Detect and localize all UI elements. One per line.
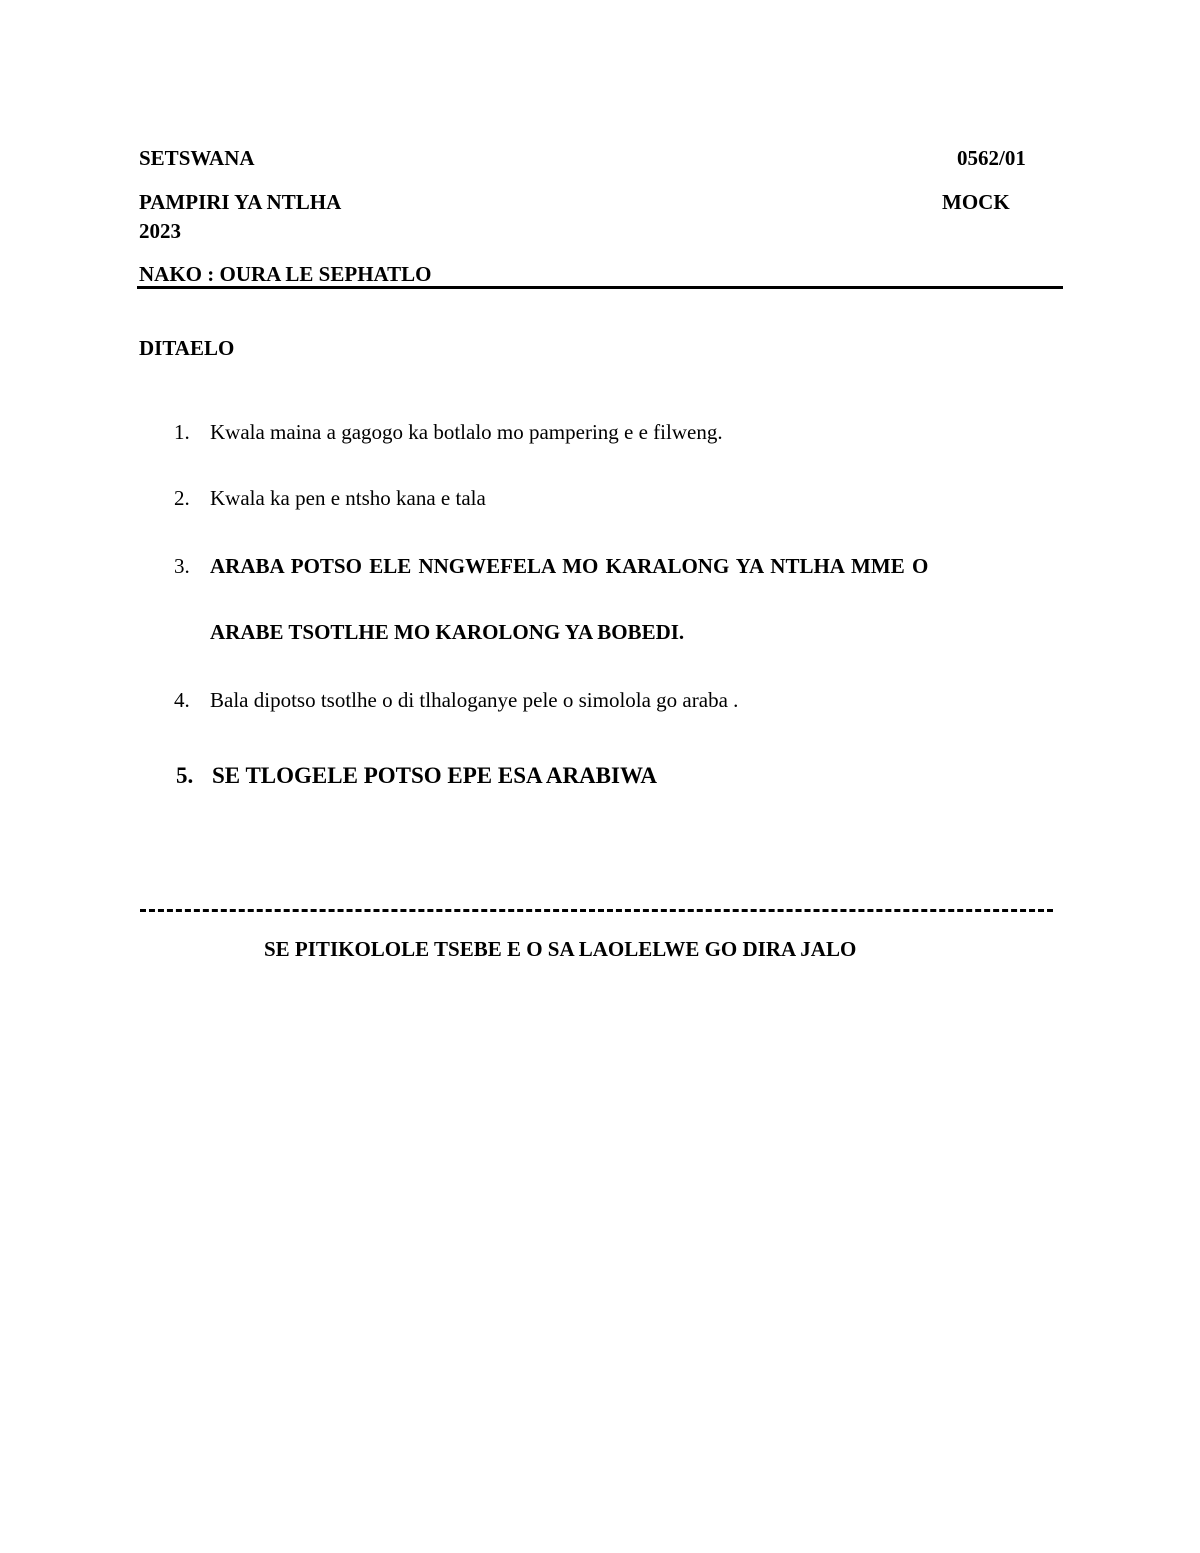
instruction-number-4: 4. (174, 688, 190, 712)
paper-name: PAMPIRI YA NTLHA (139, 190, 342, 214)
instruction-number-3: 3. (174, 554, 190, 578)
instruction-text-4: Bala dipotso tsotlhe o di tlhaloganye pele o simolola go araba . (210, 688, 739, 712)
instruction-text-3-line2: ARABE TSOTLHE MO KAROLONG YA BOBEDI. (210, 620, 685, 644)
subject-title: SETSWANA (139, 146, 255, 170)
instruction-text-2: Kwala ka pen e ntsho kana e tala (210, 486, 486, 510)
duration-label: NAKO : OURA LE SEPHATLO (139, 262, 432, 286)
instruction-number-1: 1. (174, 420, 190, 444)
instructions-heading: DITAELO (139, 336, 235, 360)
exam-year: 2023 (139, 219, 181, 243)
dashed-separator (140, 903, 1053, 917)
header-rule (137, 286, 1063, 289)
instruction-text-5: SE TLOGELE POTSO EPE ESA ARABIWA (212, 763, 658, 788)
session-label: MOCK (942, 190, 1010, 214)
paper-code: 0562/01 (957, 146, 1026, 170)
instruction-text-3-line1: ARABA POTSO ELE NNGWEFELA MO KARALONG YA NTLHA MME O (210, 554, 929, 578)
instruction-text-1: Kwala maina a gagogo ka botlalo mo pampering e e filweng. (210, 420, 723, 444)
instruction-number-2: 2. (174, 486, 190, 510)
footer-note: SE PITIKOLOLE TSEBE E O SA LAOLELWE GO DIRA JALO (264, 937, 857, 961)
instruction-number-5: 5. (176, 763, 194, 788)
